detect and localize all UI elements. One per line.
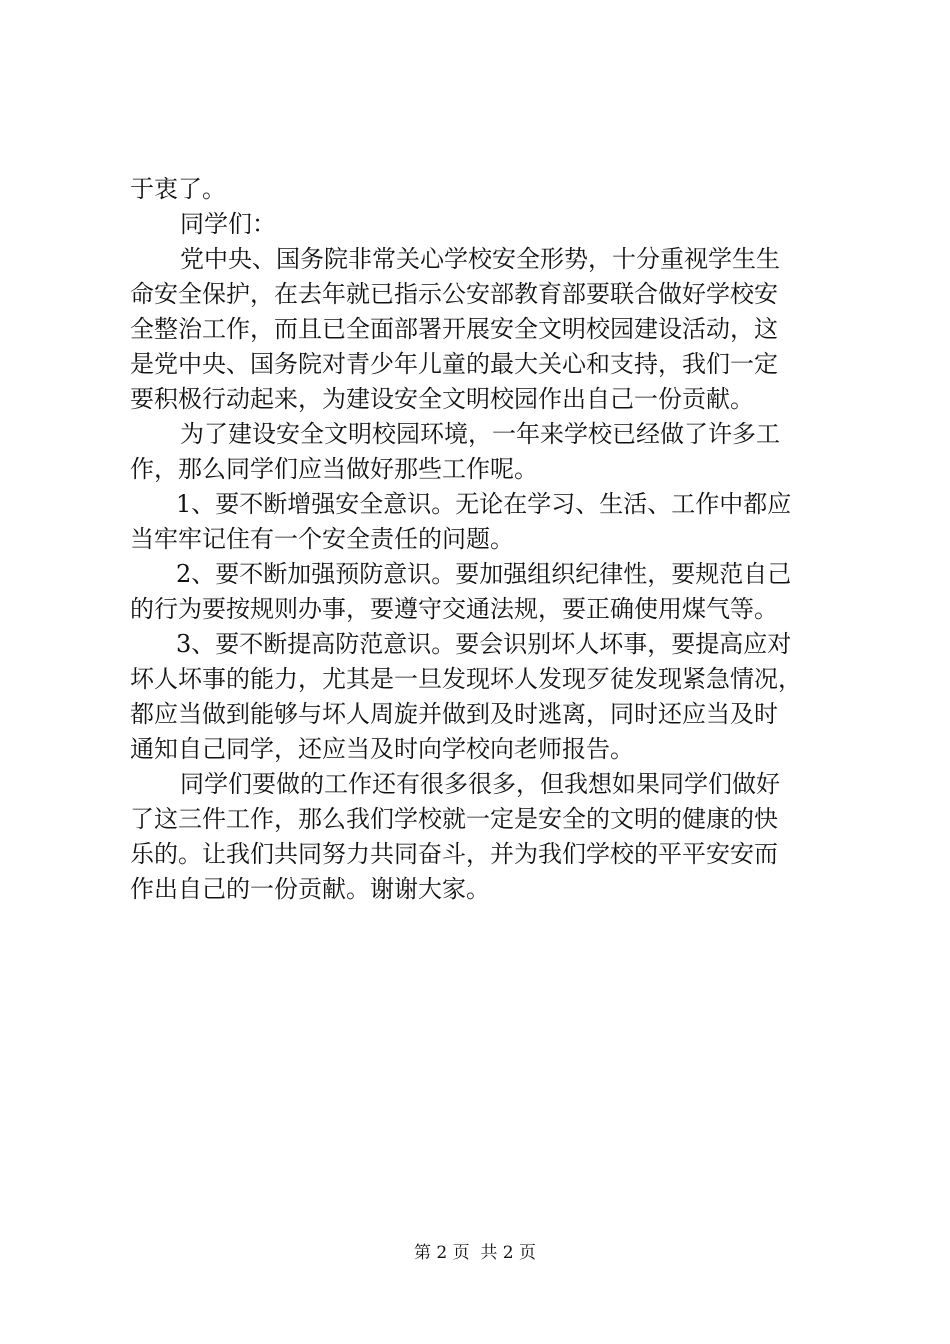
text-line: 了这三件工作，那么我们学校就一定是安全的文明的健康的快: [130, 805, 778, 833]
text-line: 作出自己的一份贡献。谢谢大家。: [130, 875, 490, 903]
text-line: 要积极行动起来，为建设安全文明校园作出自己一份贡献。: [130, 385, 754, 413]
list-item-line: 1、要不断增强安全意识。无论在学习、生活、工作中都应: [176, 490, 792, 518]
text-line: 党中央、国务院非常关心学校安全形势，十分重视学生生: [180, 245, 780, 273]
text-line: 当牢牢记住有一个安全责任的问题。: [130, 525, 514, 553]
text-line: 于衷了。: [130, 175, 226, 203]
list-item-line: 3、要不断提高防范意识。要会识别坏人坏事，要提高应对: [176, 630, 792, 658]
salutation-line: 同学们：: [180, 210, 276, 238]
text-line: 命安全保护，在去年就已指示公安部教育部要联合做好学校安: [130, 280, 778, 308]
page-footer: 第 2 页 共 2 页: [413, 1243, 537, 1263]
text-line: 坏人坏事的能力，尤其是一旦发现坏人发现歹徒发现紧急情况，: [130, 665, 802, 693]
text-line: 都应当做到能够与坏人周旋并做到及时逃离，同时还应当及时: [130, 700, 778, 728]
text-line: 为了建设安全文明校园环境，一年来学校已经做了许多工: [180, 420, 780, 448]
text-line: 同学们要做的工作还有很多很多，但我想如果同学们做好: [180, 770, 780, 798]
text-line: 乐的。让我们共同努力共同奋斗，并为我们学校的平平安安而: [130, 840, 778, 868]
list-item-line: 2、要不断加强预防意识。要加强组织纪律性，要规范自己: [176, 560, 792, 588]
text-line: 的行为要按规则办事，要遵守交通法规，要正确使用煤气等。: [130, 595, 778, 623]
text-line: 作，那么同学们应当做好那些工作呢。: [130, 455, 538, 483]
text-line: 通知自己同学，还应当及时向学校向老师报告。: [130, 735, 634, 763]
text-line: 全整治工作，而且已全面部署开展安全文明校园建设活动，这: [130, 315, 778, 343]
text-line: 是党中央、国务院对青少年儿童的最大关心和支持，我们一定: [130, 350, 778, 378]
